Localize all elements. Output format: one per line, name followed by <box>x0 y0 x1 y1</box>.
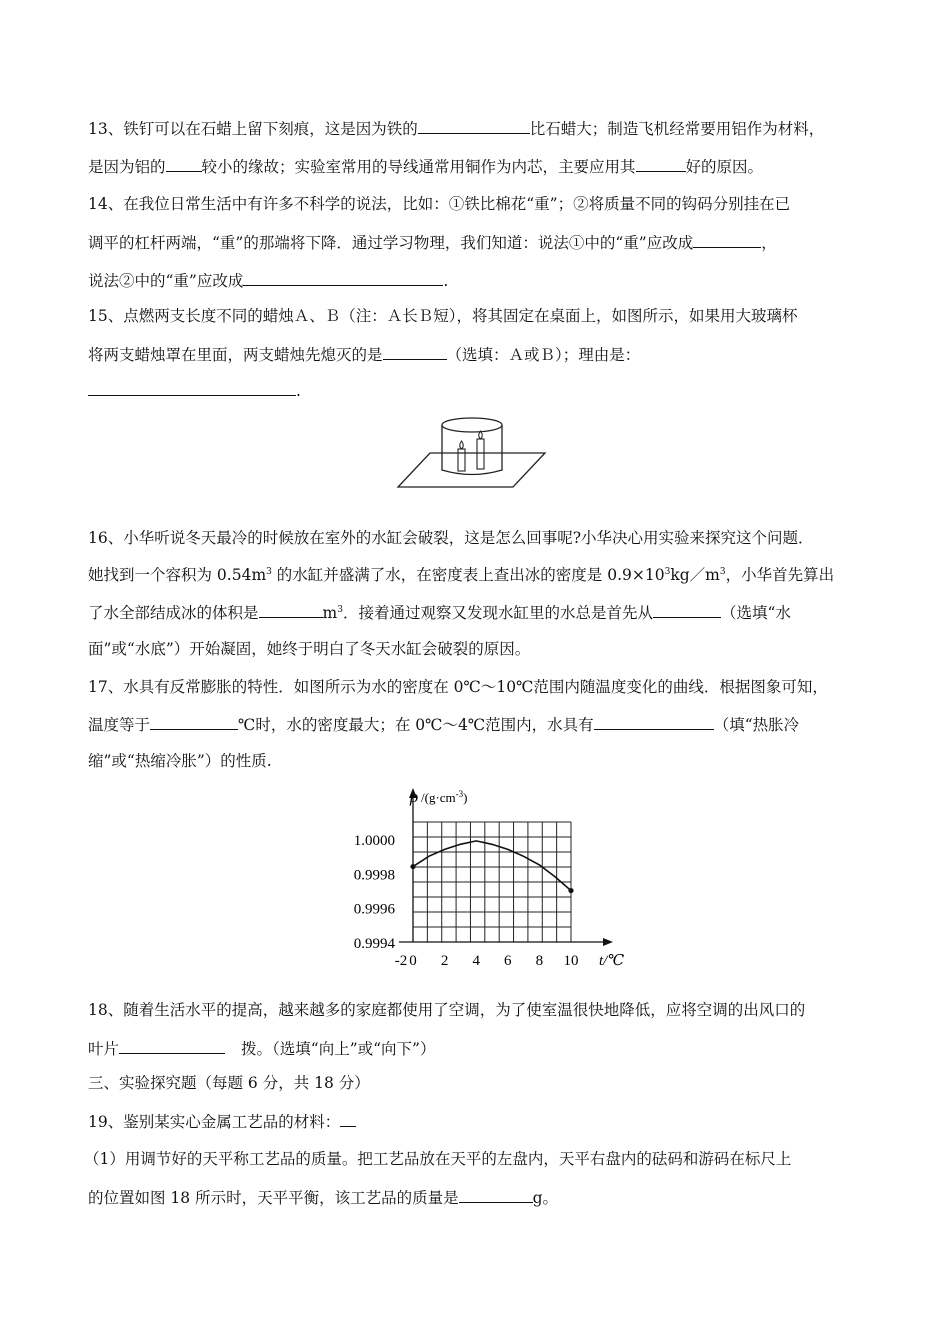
q13-line-1 <box>88 117 824 140</box>
answer-blank[interactable] <box>88 379 296 396</box>
q16-text: 面”或“水底”）开始凝固，她终于明白了冬天水缸会破裂的原因。 <box>88 640 531 658</box>
section-title: 三、实验探究题（每题 6 分，共 18 分） <box>88 1074 370 1092</box>
superscript: 3 <box>266 567 272 577</box>
curve-endpoints <box>410 864 573 893</box>
y-tick-label: 0.9994 <box>353 936 395 952</box>
answer-blank[interactable] <box>150 713 238 730</box>
q14-text: 14、在我位日常生活中有许多不科学的说法，比如：①铁比棉花“重”；②将质量不同的钩码分别挂在已 <box>88 195 791 213</box>
q19-line-3 <box>88 1186 558 1209</box>
q18-line-1 <box>88 999 805 1021</box>
table-surface <box>398 453 545 487</box>
q19-text: g。 <box>532 1189 559 1207</box>
q15-line-3 <box>88 379 301 402</box>
y-axis-unit-exp: -3 <box>455 789 464 799</box>
x-tick-labels <box>395 953 579 969</box>
q16-text: kg／m <box>670 566 720 584</box>
q16-text: （选填“水 <box>720 604 791 622</box>
q16-text: 16、小华听说冬天最冷的时候放在室外的水缸会破裂，这是怎么回事呢?小华决心用实验来探究这个问题． <box>88 529 814 547</box>
x-tick-label: 8 <box>535 953 544 969</box>
superscript: 3 <box>337 605 343 615</box>
answer-blank[interactable] <box>259 601 323 618</box>
q15-line-2 <box>88 343 640 366</box>
q15-line-1 <box>88 305 797 327</box>
q15-text: 15、点燃两支长度不同的蜡烛Ａ、Ｂ（注：Ａ长Ｂ短），将其固定在桌面上，如图所示，如果用大玻璃杯 <box>88 307 798 325</box>
q14-line-1 <box>88 193 790 215</box>
q15-text: 将两支蜡烛罩在里面，两支蜡烛先熄灭的是 <box>88 346 383 364</box>
q19-text: 19、鉴别某实心金属工艺品的材料： <box>88 1113 341 1131</box>
q15-text: （选填：Ａ或Ｂ）；理由是： <box>446 346 641 364</box>
q19-line-1 <box>88 1110 356 1133</box>
q18-text: 叶片 <box>88 1040 120 1058</box>
q16-line-4 <box>88 638 530 660</box>
superscript: 3 <box>664 567 671 577</box>
q18-line-2 <box>88 1037 435 1060</box>
x-tick-label: 0 <box>409 953 417 969</box>
q16-text: 的水缸并盛满了水，在密度表上查出冰的密度是 0.9×10 <box>271 566 665 584</box>
curve-point <box>410 864 415 869</box>
answer-blank[interactable] <box>340 1110 356 1127</box>
q14-text: 说法②中的“重”应改成 <box>88 272 244 290</box>
q16-text: ，小华首先算出 <box>725 566 835 584</box>
curve-point <box>568 888 573 893</box>
q16-line-3 <box>88 601 791 624</box>
candle-a <box>458 449 465 471</box>
x-tick-label: 10 <box>563 953 579 969</box>
flame-a <box>460 441 464 449</box>
y-axis-unit-close: ) <box>463 790 468 805</box>
q13-text: 好的原因。 <box>685 158 764 176</box>
x-tick-label: 2 <box>440 953 449 969</box>
candle-b <box>477 439 484 469</box>
chart-grid <box>413 822 571 942</box>
q18-text: 拨。（选填“向上”或“向下”） <box>241 1040 436 1058</box>
q14-line-3 <box>88 269 448 292</box>
q14-line-2 <box>88 231 777 254</box>
x-tick-label: 6 <box>504 953 512 969</box>
q17-text: 17、水具有反常膨胀的特性．如图所示为水的密度在 0℃～10℃范围内随温度变化的曲线．根据图象可知， <box>88 678 828 696</box>
y-tick-label: 0.9998 <box>353 867 395 884</box>
q16-text: ．接着通过观察又发现水缸里的水总是首先从 <box>342 604 653 622</box>
density-curve <box>413 841 571 891</box>
answer-blank[interactable] <box>459 1186 533 1203</box>
answer-blank[interactable] <box>653 601 721 618</box>
q17-text: ℃时，水的密度最大；在 0℃～4℃范围内，水具有 <box>238 716 594 734</box>
q19-text: 的位置如图 18 所示时，天平平衡，该工艺品的质量是 <box>88 1189 459 1207</box>
y-axis-unit-text: /(g·cm <box>421 790 456 805</box>
q14-text: ， <box>761 234 777 252</box>
x-tick-label: 4 <box>472 953 480 969</box>
candles-under-glass-figure <box>395 405 550 495</box>
glass-top <box>442 418 502 432</box>
q15-text: . <box>296 382 301 400</box>
q14-text: 调平的杠杆两端，“重”的那端将下降．通过学习物理，我们知道：说法①中的“重”应改成 <box>88 234 694 252</box>
answer-blank[interactable] <box>418 117 530 134</box>
q17-text: （填“热胀冷 <box>713 716 800 734</box>
q16-text: 了水全部结成冰的体积是 <box>88 604 259 622</box>
y-tick-label: 0.9996 <box>353 901 395 918</box>
q17-line-1 <box>88 676 828 698</box>
q17-line-3 <box>88 750 272 772</box>
superscript: 3 <box>719 567 726 577</box>
water-density-chart <box>335 782 635 977</box>
q13-text: 是因为铝的 <box>88 158 166 176</box>
y-tick-label: 1.0000 <box>353 833 395 850</box>
q13-text: 较小的缘故；实验室常用的导线通常用铜作为内芯，主要应用其 <box>201 158 636 176</box>
y-axis-unit <box>421 789 468 805</box>
answer-blank[interactable] <box>243 269 443 286</box>
q16-text: m <box>322 604 338 622</box>
q16-line-1 <box>88 527 814 549</box>
q13-line-2 <box>88 155 763 178</box>
y-tick-labels <box>354 833 396 952</box>
answer-blank[interactable] <box>636 155 686 172</box>
q13-text: 13、铁钉可以在石蜡上留下刻痕，这是因为铁的 <box>88 120 418 138</box>
section-heading <box>88 1072 370 1094</box>
q17-text: 缩”或“热缩冷胀”）的性质. <box>88 752 272 770</box>
q19-line-2 <box>84 1148 791 1170</box>
q17-text: 温度等于 <box>88 716 151 734</box>
q13-text: 比石蜡大；制造飞机经常要用铝作为材料， <box>529 120 825 138</box>
q16-text: 她找到一个容积为 0.54m <box>88 566 267 584</box>
q18-text: 18、随着生活水平的提高，越来越多的家庭都使用了空调，为了使室温很快地降低，应将空调的出风口的 <box>88 1001 806 1019</box>
answer-blank[interactable] <box>166 155 202 172</box>
q14-text: . <box>443 272 449 290</box>
answer-blank[interactable] <box>119 1037 225 1054</box>
q19-text: （1）用调节好的天平称工艺品的质量。把工艺品放在天平的左盘内，天平右盘内的砝码和游码在标尺上 <box>84 1150 792 1168</box>
answer-blank[interactable] <box>383 343 447 360</box>
answer-blank[interactable] <box>594 713 714 730</box>
q16-line-2 <box>88 564 834 586</box>
q17-line-2 <box>88 713 799 736</box>
answer-blank[interactable] <box>693 231 761 248</box>
x-tick-label: -2 <box>394 953 408 969</box>
y-axis-symbol: ρ <box>410 787 419 806</box>
x-axis-label: t/℃ <box>599 953 625 969</box>
x-axis-arrow <box>603 938 613 946</box>
